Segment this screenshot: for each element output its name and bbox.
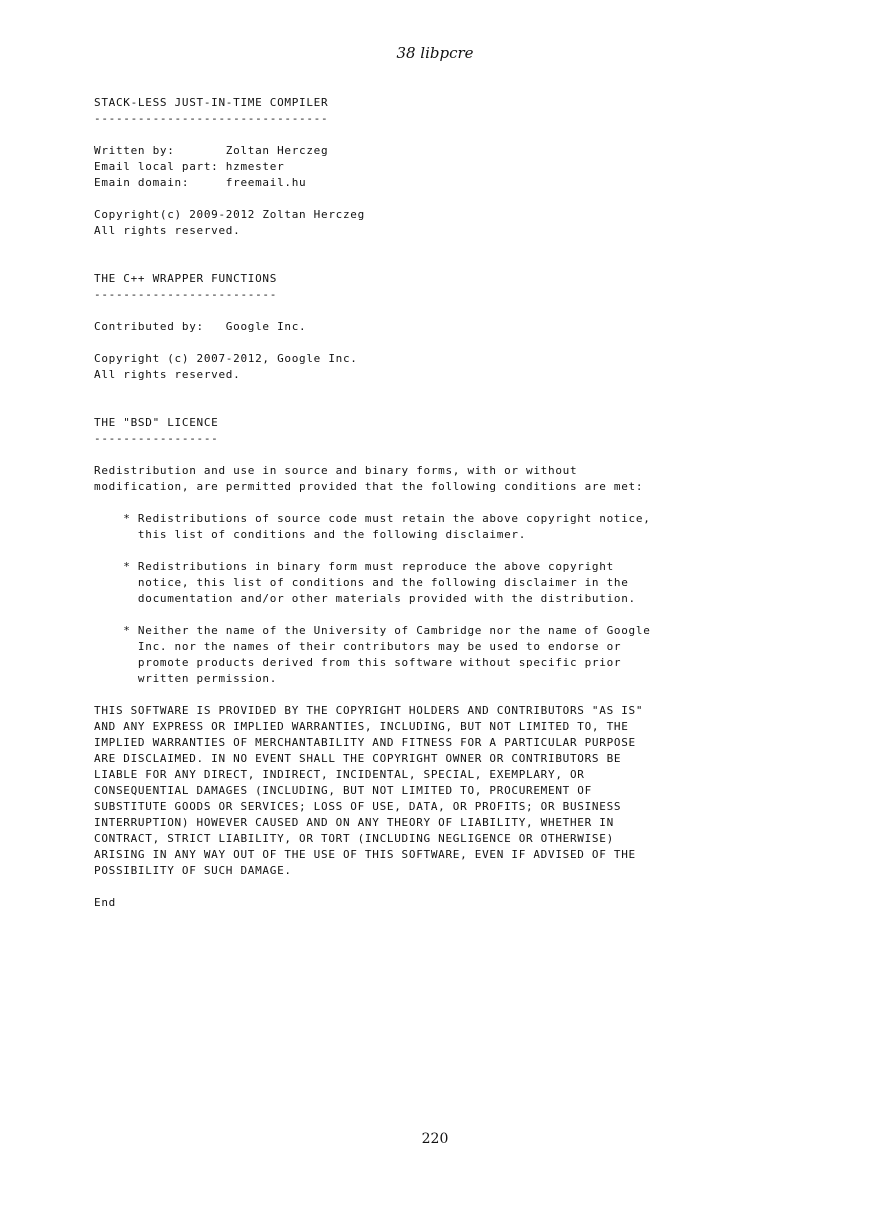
text-line: STACK-LESS JUST-IN-TIME COMPILER <box>94 96 329 109</box>
text-line: CONSEQUENTIAL DAMAGES (INCLUDING, BUT NOT LIMITED TO, PROCUREMENT OF <box>94 784 592 797</box>
text-line <box>94 447 794 463</box>
text-line: * Neither the name of the University of Cambridge nor the name of Google <box>94 624 651 637</box>
text-line: -------------------------------- <box>94 112 329 125</box>
text-line: THE "BSD" LICENCE <box>94 416 219 429</box>
text-line: written permission. <box>94 672 278 685</box>
text-line: notice, this list of conditions and the following disclaimer in the <box>94 576 629 589</box>
text-line: POSSIBILITY OF SUCH DAMAGE. <box>94 864 292 877</box>
text-line: ----------------- <box>94 432 219 445</box>
text-line: documentation and/or other materials provided with the distribution. <box>94 592 636 605</box>
text-line: SUBSTITUTE GOODS OR SERVICES; LOSS OF USE, DATA, OR PROFITS; OR BUSINESS <box>94 800 622 813</box>
text-line <box>94 255 794 271</box>
text-line <box>94 239 794 255</box>
text-line: * Redistributions of source code must retain the above copyright notice, <box>94 512 651 525</box>
text-line: Copyright(c) 2009-2012 Zoltan Herczeg <box>94 208 365 221</box>
text-line <box>94 335 794 351</box>
text-line: ARE DISCLAIMED. IN NO EVENT SHALL THE COPYRIGHT OWNER OR CONTRIBUTORS BE <box>94 752 622 765</box>
text-line: INTERRUPTION) HOWEVER CAUSED AND ON ANY THEORY OF LIABILITY, WHETHER IN <box>94 816 614 829</box>
text-line: Inc. nor the names of their contributors may be used to endorse or <box>94 640 622 653</box>
text-line: AND ANY EXPRESS OR IMPLIED WARRANTIES, INCLUDING, BUT NOT LIMITED TO, THE <box>94 720 629 733</box>
text-line: * Redistributions in binary form must reproduce the above copyright <box>94 560 614 573</box>
text-line: THIS SOFTWARE IS PROVIDED BY THE COPYRIGHT HOLDERS AND CONTRIBUTORS "AS IS" <box>94 704 644 717</box>
text-line <box>94 495 794 511</box>
text-line: ------------------------- <box>94 288 278 301</box>
text-line: ARISING IN ANY WAY OUT OF THE USE OF THIS SOFTWARE, EVEN IF ADVISED OF THE <box>94 848 636 861</box>
text-line <box>94 191 794 207</box>
text-line: IMPLIED WARRANTIES OF MERCHANTABILITY AND FITNESS FOR A PARTICULAR PURPOSE <box>94 736 636 749</box>
text-line: All rights reserved. <box>94 224 241 237</box>
text-line: Copyright (c) 2007-2012, Google Inc. <box>94 352 358 365</box>
text-line <box>94 879 794 895</box>
text-line: All rights reserved. <box>94 368 241 381</box>
text-line <box>94 383 794 399</box>
text-line: Contributed by: Google Inc. <box>94 320 307 333</box>
text-line: End <box>94 896 116 909</box>
text-line <box>94 399 794 415</box>
text-line: LIABLE FOR ANY DIRECT, INDIRECT, INCIDENTAL, SPECIAL, EXEMPLARY, OR <box>94 768 585 781</box>
license-text-block <box>94 95 794 911</box>
text-line: Emain domain: freemail.hu <box>94 176 307 189</box>
text-line: Email local part: hzmester <box>94 160 285 173</box>
text-line <box>94 543 794 559</box>
running-header: 38 libpcre <box>396 44 474 62</box>
text-line: CONTRACT, STRICT LIABILITY, OR TORT (INCLUDING NEGLIGENCE OR OTHERWISE) <box>94 832 614 845</box>
text-line: this list of conditions and the following disclaimer. <box>94 528 527 541</box>
text-line <box>94 127 794 143</box>
text-line <box>94 687 794 703</box>
text-line: Written by: Zoltan Herczeg <box>94 144 329 157</box>
text-line: Redistribution and use in source and binary forms, with or without <box>94 464 578 477</box>
text-line: modification, are permitted provided that the following conditions are met: <box>94 480 644 493</box>
text-line: THE C++ WRAPPER FUNCTIONS <box>94 272 278 285</box>
page-number: 220 <box>421 1131 449 1147</box>
text-line <box>94 607 794 623</box>
text-line <box>94 303 794 319</box>
text-line: promote products derived from this software without specific prior <box>94 656 622 669</box>
